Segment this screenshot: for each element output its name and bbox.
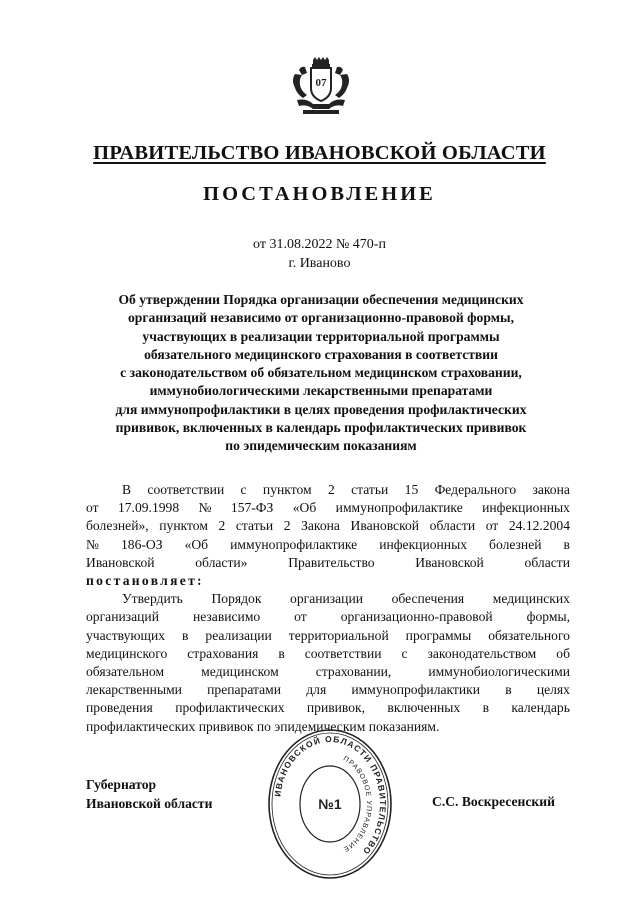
word: № — [198, 500, 212, 516]
word: формы, — [526, 609, 570, 625]
subject-line: по эпидемическим показаниям — [225, 438, 417, 454]
body-line — [86, 590, 570, 608]
word: закона — [532, 482, 570, 497]
word: пунктом — [159, 518, 208, 534]
word: болезней — [489, 536, 542, 552]
word: медицинского — [86, 645, 168, 661]
document-city: г. Иваново — [288, 256, 351, 271]
body-line — [86, 517, 570, 535]
word: соответствии — [147, 482, 225, 497]
word: прививок, — [306, 700, 366, 716]
body-line: профилактических прививок по эпидемическим показаниям. — [86, 718, 440, 734]
stamp-number: №1 — [318, 796, 342, 812]
word: иммунопрофилактики — [351, 682, 481, 698]
emblem-text: 07 — [315, 77, 327, 89]
coat-of-arms-icon — [289, 56, 353, 118]
word: с — [240, 482, 247, 497]
word: для — [306, 682, 327, 698]
word: об — [556, 645, 570, 661]
word: от — [294, 609, 307, 625]
word: от — [485, 518, 499, 534]
body-line — [86, 554, 570, 572]
word: обязательном — [86, 664, 165, 680]
subject-line: Об утверждении Порядка организации обеспечения медицинских — [118, 292, 524, 307]
word: от — [86, 500, 99, 516]
word: страховании, — [315, 664, 392, 680]
word: 15 — [404, 482, 419, 497]
body-line — [86, 481, 570, 499]
word: организации — [290, 591, 364, 607]
document-body — [86, 481, 570, 736]
word: медицинских — [492, 591, 570, 607]
word: 186-ОЗ — [121, 536, 163, 552]
word: включенных — [387, 700, 461, 716]
word: целях — [536, 682, 570, 698]
subject-line: прививок, включенных в календарь профилактических прививок — [115, 420, 527, 436]
subject-line: для иммунопрофилактики в целях проведения профилактических — [115, 401, 527, 417]
body-line — [86, 663, 570, 681]
word: реализации — [205, 627, 272, 643]
word: в — [505, 682, 512, 698]
word: Правительство — [288, 554, 375, 570]
word: инфекционных — [379, 536, 468, 552]
body-line — [86, 699, 570, 717]
body-line — [86, 499, 570, 517]
document-subject — [86, 291, 556, 456]
document-date-number: от 31.08.2022 № 470-п — [253, 237, 386, 252]
word: иммунопрофилактике — [335, 500, 463, 516]
signatory-position — [86, 776, 212, 813]
subject-line: иммунобиологическими лекарственными препаратами — [149, 383, 493, 399]
word: 2 — [218, 518, 226, 534]
word: лекарственными — [86, 682, 182, 698]
word: 157-ФЗ — [230, 500, 274, 516]
word: с — [401, 645, 408, 661]
word: Ивановской — [415, 554, 484, 570]
word: Закона — [301, 518, 340, 534]
word: иммунопрофилактике — [230, 536, 358, 552]
word: болезней», — [86, 518, 149, 534]
word: 24.12.2004 — [508, 518, 570, 534]
stamp-inner-ring-text: ПРАВОВОЕ УПРАВЛЕНИЕ — [341, 755, 373, 853]
word: области — [524, 554, 570, 570]
word: в — [182, 627, 189, 643]
subject-line: с законодательством об обязательном медицинском страховании, — [120, 365, 522, 381]
word: «Об — [184, 536, 209, 552]
word: медицинском — [201, 664, 279, 680]
word: Ивановской — [86, 554, 155, 570]
word: Порядок — [211, 591, 262, 607]
subject-line: организаций независимо от организационно-правовой формы, — [128, 310, 514, 326]
word: «Об — [292, 500, 317, 516]
document-type-heading: ПОСТАНОВЛЕНИЕ — [203, 183, 436, 205]
word: в — [563, 536, 570, 552]
word: организаций — [86, 609, 159, 625]
word: № — [86, 536, 99, 552]
word: иммунобиологическими — [428, 664, 570, 680]
signatory-position-line: Губернатор — [86, 777, 157, 792]
word: территориальной — [288, 627, 389, 643]
word: законодательством — [427, 645, 537, 661]
word: области» — [195, 554, 248, 570]
legal-department-stamp — [266, 724, 394, 884]
word: в — [278, 645, 285, 661]
body-line — [86, 681, 570, 699]
svg-text:ПРАВОВОЕ УПРАВЛЕНИЕ — [341, 755, 372, 852]
word: календарь — [511, 700, 570, 716]
word: обязательного — [488, 627, 570, 643]
body-line — [86, 608, 570, 626]
word: пунктом — [262, 482, 312, 497]
word: участвующих — [86, 627, 166, 643]
word: препаратами — [207, 682, 282, 698]
subject-line: участвующих в реализации территориальной программы — [142, 328, 500, 344]
word: 2 — [327, 482, 335, 497]
word: Ивановской — [350, 518, 420, 534]
word: проведения — [86, 700, 153, 716]
body-line — [86, 536, 570, 554]
word: в — [482, 700, 489, 716]
word: статьи — [235, 518, 274, 534]
word: В — [122, 482, 132, 497]
word: программы — [405, 627, 472, 643]
word: обеспечения — [391, 591, 465, 607]
body-line — [86, 645, 570, 663]
signatory-position-line: Ивановской области — [86, 795, 213, 811]
word: страхования — [187, 645, 259, 661]
word: статьи — [351, 482, 389, 497]
organization-title: ПРАВИТЕЛЬСТВО ИВАНОВСКОЙ ОБЛАСТИ — [93, 142, 546, 164]
word: Утвердить — [122, 591, 183, 607]
decree-word: постановляет: — [86, 573, 204, 589]
signatory-name: С.С. Воскресенский — [432, 794, 555, 809]
word: области — [429, 518, 476, 534]
body-line — [86, 627, 570, 645]
word: организационно-правовой — [340, 609, 493, 625]
subject-line: обязательного медицинского страхования в соответствии — [144, 346, 498, 362]
word: инфекционных — [482, 500, 570, 516]
word: 2 — [283, 518, 291, 534]
word: профилактических — [175, 700, 285, 716]
word: независимо — [192, 609, 261, 625]
word: Федерального — [434, 482, 517, 497]
word: 17.09.1998 — [117, 500, 180, 516]
word: соответствии — [304, 645, 382, 661]
stamp-ring-text: ИВАНОВСКОЙ ОБЛАСТИ ПРАВИТЕЛЬСТВО — [272, 733, 389, 857]
